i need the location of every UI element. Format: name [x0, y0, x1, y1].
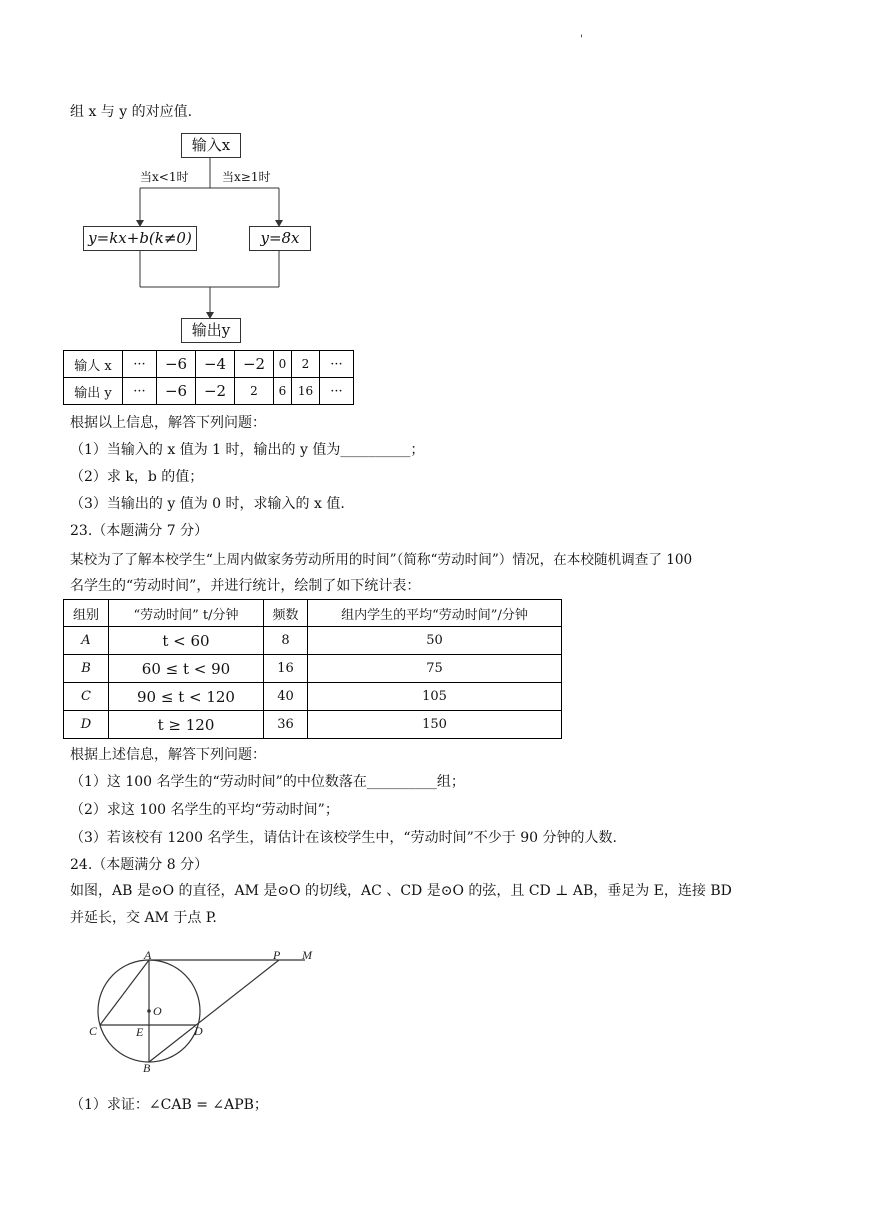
table-cell: D — [64, 711, 109, 739]
io-row-label: 输出 y — [64, 378, 123, 405]
table-cell: C — [64, 683, 109, 711]
table-cell: A — [64, 627, 109, 655]
table-cell: t < 60 — [109, 627, 264, 655]
q24-part-1: （1）求证：∠CAB = ∠APB； — [70, 1097, 268, 1113]
q24-body-line-2: 并延长，交 AM 于点 P. — [70, 910, 217, 926]
table-header: 组别 — [64, 600, 109, 627]
table-header: 组内学生的平均“劳动时间”/分钟 — [308, 600, 562, 627]
table-header: “劳动时间” t/分钟 — [109, 600, 264, 627]
io-cell: 2 — [235, 378, 274, 405]
q23-body-line-1: 某校为了了解本校学生“上周内做家务劳动所用的时间”（简称“劳动时间”）情况，在本校随机调查了 100 — [70, 552, 693, 568]
table-cell: 8 — [264, 627, 308, 655]
label-O: O — [153, 1004, 162, 1018]
table-cell: B — [64, 655, 109, 683]
intro-line: 组 x 与 y 的对应值. — [70, 104, 193, 120]
table-cell: 36 — [264, 711, 308, 739]
q22-part-3: （3）当输出的 y 值为 0 时，求输入的 x 值. — [70, 496, 345, 512]
table-cell: 105 — [308, 683, 562, 711]
table-cell: 150 — [308, 711, 562, 739]
flowchart-condition-left: 当x<1时 — [140, 170, 189, 184]
table-row — [64, 711, 562, 739]
io-cell: −2 — [196, 378, 235, 405]
io-cell: ··· — [320, 378, 354, 405]
label-C: C — [89, 1024, 98, 1038]
table-header-row — [64, 600, 562, 627]
io-cell: −4 — [196, 351, 235, 378]
table-row — [64, 627, 562, 655]
table-cell: 50 — [308, 627, 562, 655]
label-E: E — [136, 1025, 144, 1039]
q22-part-1: （1）当输入的 x 值为 1 时，输出的 y 值为__________； — [70, 442, 425, 458]
flowchart-formula-right: y=8x — [249, 226, 311, 251]
io-cell: −6 — [157, 351, 196, 378]
io-table-row — [64, 351, 354, 378]
flowchart-input-box: 输入x — [181, 133, 241, 158]
circle-geometry-figure — [80, 945, 340, 1085]
table-row — [64, 655, 562, 683]
io-cell: ··· — [320, 351, 354, 378]
q24-body-line-1: 如图，AB 是⊙O 的直径，AM 是⊙O 的切线，AC 、CD 是⊙O 的弦，且 CD ⊥ AB，垂足为 E，连接 BD — [70, 883, 732, 899]
table-cell: 90 ≤ t < 120 — [109, 683, 264, 711]
flowchart-formula-left: y=kx+b(k≠0) — [83, 226, 197, 251]
table-cell: 75 — [308, 655, 562, 683]
label-A: A — [144, 948, 152, 962]
q23-title: 23.（本题满分 7 分） — [70, 523, 209, 539]
q22-part-2: （2）求 k，b 的值； — [70, 469, 204, 485]
table-row — [64, 683, 562, 711]
flowchart-connectors — [0, 0, 869, 360]
table-header: 频数 — [264, 600, 308, 627]
io-cell: 6 — [274, 378, 292, 405]
table-cell: 60 ≤ t < 90 — [109, 655, 264, 683]
table-cell: 40 — [264, 683, 308, 711]
io-cell: ··· — [123, 351, 157, 378]
io-cell: −6 — [157, 378, 196, 405]
q22-lead: 根据以上信息，解答下列问题： — [70, 415, 266, 431]
flowchart-condition-right: 当x≥1时 — [222, 170, 271, 184]
io-table — [63, 350, 354, 405]
table-cell: t ≥ 120 — [109, 711, 264, 739]
q23-body-line-2: 名学生的“劳动时间”，并进行统计，绘制了如下统计表： — [70, 578, 421, 594]
page-mark: ' — [580, 34, 583, 45]
io-cell: 0 — [274, 351, 292, 378]
q23-lead: 根据上述信息，解答下列问题： — [70, 747, 266, 763]
table-cell: 16 — [264, 655, 308, 683]
io-cell: ··· — [123, 378, 157, 405]
label-D: D — [194, 1024, 203, 1038]
q23-part-3: （3）若该校有 1200 名学生，请估计在该校学生中，“劳动时间”不少于 90 分钟的人数. — [70, 830, 617, 846]
io-cell: 16 — [292, 378, 320, 405]
q24-title: 24.（本题满分 8 分） — [70, 857, 209, 873]
io-cell: −2 — [235, 351, 274, 378]
flowchart-output-box: 输出y — [181, 318, 241, 343]
io-cell: 2 — [292, 351, 320, 378]
io-table-row — [64, 378, 354, 405]
io-row-label: 输人 x — [64, 351, 123, 378]
label-P: P — [273, 948, 281, 962]
q23-part-2: （2）求这 100 名学生的平均“劳动时间”； — [70, 802, 339, 818]
labor-time-table — [63, 599, 562, 739]
label-B: B — [143, 1061, 151, 1075]
q23-part-1: （1）这 100 名学生的“劳动时间”的中位数落在__________组； — [70, 774, 465, 790]
label-M: M — [302, 948, 312, 962]
